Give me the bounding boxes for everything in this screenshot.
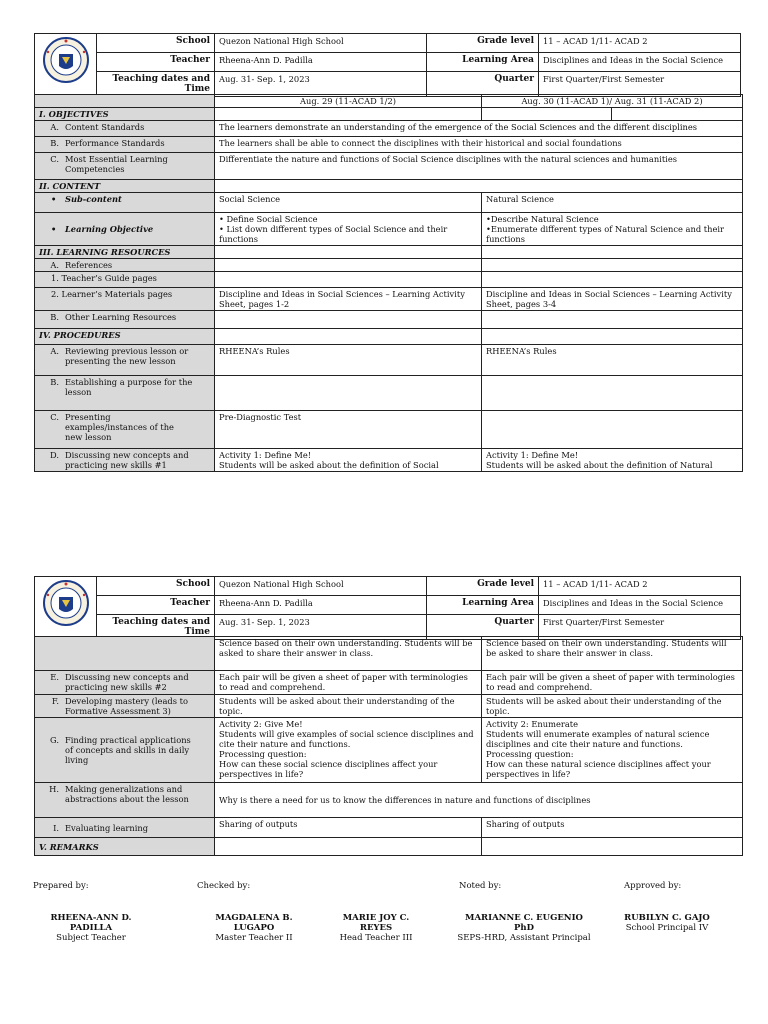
school-label: School	[97, 577, 215, 596]
item-letter: E.	[50, 672, 59, 682]
reviewing-col1: RHEENA’s Rules	[215, 345, 482, 376]
signatory-name: RUBILYN C. GAJO	[624, 913, 710, 923]
evaluating-col2: Sharing of outputs	[482, 818, 743, 838]
reviewing-label: Reviewing previous lesson or presenting the new lesson	[65, 346, 189, 366]
presenting-col1: Pre-Diagnostic Test	[215, 411, 482, 449]
quarter-label: Quarter	[427, 615, 539, 640]
teacher-value: Rheena-Ann D. Padilla	[215, 596, 427, 615]
deped-logo-cell	[35, 577, 97, 640]
sub-content-col1: Social Science	[215, 193, 482, 213]
item-letter: D.	[50, 450, 59, 460]
section-procedures: IV. PROCEDURES	[35, 329, 215, 345]
teacher-value: Rheena-Ann D. Padilla	[215, 53, 427, 72]
school-value: Quezon National High School	[215, 577, 427, 596]
noted-by-label: Noted by:	[459, 881, 502, 891]
deped-logo-cell	[35, 34, 97, 97]
lesson-table-2	[34, 636, 743, 856]
signatory-head-teacher	[326, 913, 426, 943]
signatory-assistant-principal	[456, 913, 592, 943]
melc-label: Most Essential Learning Competencies	[65, 154, 168, 174]
item-letter: A.	[50, 260, 59, 270]
checked-by-label: Checked by:	[197, 881, 251, 891]
signatory-name: MAGDALENA B. LUGAPO	[215, 913, 293, 933]
signatory-name: MARIE JOY C. REYES	[342, 913, 410, 933]
learning-objective-label: • Learning Objective	[35, 213, 215, 246]
discussing-1-label: Discussing new concepts and practicing new skills #1	[65, 450, 189, 470]
col2-heading: Aug. 30 (11-ACAD 1)/ Aug. 31 (11-ACAD 2)	[482, 95, 743, 108]
performance-standards-label: Performance Standards	[65, 138, 165, 148]
discussing-1-col1: Activity 1: Define Me! Students will be asked about the definition of Social	[215, 449, 482, 472]
content-standards-value: The learners demonstrate an understanding of the emergence of the Social Sciences and the different disciplines	[215, 121, 743, 137]
quarter-value: First Quarter/First Semester	[539, 615, 741, 640]
signatory-role: Head Teacher III	[339, 933, 413, 943]
evaluating-col1: Sharing of outputs	[215, 818, 482, 838]
signatory-role: SEPS-HRD, Assistant Principal	[457, 933, 591, 943]
discussing-1-col2: Activity 1: Define Me! Students will be asked about the definition of Natural	[482, 449, 743, 472]
item-letter: A.	[50, 122, 59, 132]
discussing-2-col2: Each pair will be given a sheet of paper with terminologies to read and comprehend.	[482, 671, 743, 695]
item-letter: I.	[53, 822, 59, 833]
school-label: School	[97, 34, 215, 53]
area-value: Disciplines and Ideas in the Social Science	[539, 596, 741, 615]
continued-col1: Science based on their own understanding. Students will be asked to share their answer in class.	[215, 637, 482, 671]
item-letter: B.	[50, 312, 59, 322]
signatory-role: Subject Teacher	[56, 933, 126, 943]
area-value: Disciplines and Ideas in the Social Science	[539, 53, 741, 72]
grade-label: Grade level	[427, 577, 539, 596]
item-letter: B.	[50, 377, 59, 387]
item-letter: C.	[50, 412, 59, 422]
dates-label: Teaching dates and Time	[97, 72, 215, 97]
signatory-role: Master Teacher II	[215, 933, 293, 943]
mastery-col2: Students will be asked about their understanding of the topic.	[482, 695, 743, 718]
section-objectives: I. OBJECTIVES	[35, 108, 215, 121]
item-letter: H.	[49, 784, 59, 794]
quarter-value: First Quarter/First Semester	[539, 72, 741, 97]
header-block-1	[34, 33, 741, 97]
presenting-label: Presenting examples/instances of the new lesson	[65, 412, 174, 442]
signatory-name: RHEENA-ANN D. PADILLA	[50, 913, 132, 933]
item-letter: A.	[50, 346, 59, 356]
applications-col2: Activity 2: Enumerate Students will enumerate examples of natural science disciplines and cite their nature and functions. Processing question: How can these natural science disciplines affect your perspectives in life?	[482, 718, 743, 783]
mastery-label: Developing mastery (leads to Formative Assessment 3)	[65, 696, 188, 716]
col1-heading: Aug. 29 (11-ACAD 1/2)	[215, 95, 482, 108]
discussing-2-col1: Each pair will be given a sheet of paper with terminologies to read and comprehend.	[215, 671, 482, 695]
quarter-label: Quarter	[427, 72, 539, 97]
melc-value: Differentiate the nature and functions of Social Science disciplines with the natural sciences and humanities	[215, 153, 743, 180]
area-label: Learning Area	[427, 596, 539, 615]
teacher-label: Teacher	[97, 53, 215, 72]
generalizations-value: Why is there a need for us to know the differences in nature and functions of disciplines	[215, 783, 743, 818]
sub-content-col2: Natural Science	[482, 193, 743, 213]
continued-col2: Science based on their own understanding. Students will be asked to share their answer in class.	[482, 637, 743, 671]
sub-content-label: • Sub-content	[35, 193, 215, 213]
other-resources-label: Other Learning Resources	[65, 312, 177, 322]
learning-objective-col1: • Define Social Science • List down different types of Social Science and their functions	[215, 213, 482, 246]
section-resources: III. LEARNING RESOURCES	[35, 246, 215, 259]
learners-materials-col1: Discipline and Ideas in Social Sciences – Learning Activity Sheet, pages 1-2	[215, 288, 482, 311]
signatory-role: School Principal IV	[625, 923, 709, 933]
signatory-subject-teacher	[33, 913, 149, 943]
lesson-table-1	[34, 94, 743, 472]
mastery-col1: Students will be asked about their understanding of the topic.	[215, 695, 482, 718]
grade-value: 11 – ACAD 1/11- ACAD 2	[539, 577, 741, 596]
section-remarks: V. REMARKS	[35, 838, 215, 856]
teacher-label: Teacher	[97, 596, 215, 615]
learners-materials-col2: Discipline and Ideas in Social Sciences – Learning Activity Sheet, pages 3-4	[482, 288, 743, 311]
references-label: References	[65, 260, 113, 270]
item-letter: F.	[51, 696, 59, 706]
approved-by-label: Approved by:	[624, 881, 682, 891]
dates-value: Aug. 31- Sep. 1, 2023	[215, 72, 427, 97]
deped-seal-icon	[39, 579, 93, 627]
dates-value: Aug. 31- Sep. 1, 2023	[215, 615, 427, 640]
signatory-name: MARIANNE C. EUGENIO PhD	[465, 913, 583, 933]
applications-label: Finding practical applications of concepts and skills in daily living	[65, 735, 191, 765]
school-value: Quezon National High School	[215, 34, 427, 53]
signatory-master-teacher	[195, 913, 313, 943]
content-standards-label: Content Standards	[65, 122, 145, 132]
section-content: II. CONTENT	[35, 180, 215, 193]
deped-seal-icon	[39, 36, 93, 84]
applications-col1: Activity 2: Give Me! Students will give examples of social science disciplines and cite their nature and functions. Processing question: How can these social science disciplines affect your perspectives in life?	[215, 718, 482, 783]
grade-label: Grade level	[427, 34, 539, 53]
learners-materials-label: 2. Learner’s Materials pages	[35, 288, 215, 311]
purpose-label: Establishing a purpose for the lesson	[65, 377, 193, 397]
grade-value: 11 – ACAD 1/11- ACAD 2	[539, 34, 741, 53]
dates-label: Teaching dates and Time	[97, 615, 215, 640]
prepared-by-label: Prepared by:	[33, 881, 89, 891]
generalizations-label: Making generalizations and abstractions about the lesson	[65, 784, 189, 804]
reviewing-col2: RHEENA’s Rules	[482, 345, 743, 376]
area-label: Learning Area	[427, 53, 539, 72]
item-letter: C.	[50, 154, 59, 164]
discussing-2-label: Discussing new concepts and practicing new skills #2	[65, 672, 189, 692]
signatory-principal	[618, 913, 716, 933]
learning-objective-col2: •Describe Natural Science •Enumerate different types of Natural Science and their functions	[482, 213, 743, 246]
teachers-guide-label: 1. Teacher’s Guide pages	[35, 272, 215, 288]
item-letter: G.	[50, 735, 59, 745]
evaluating-label: Evaluating learning	[65, 822, 149, 833]
header-block-2	[34, 576, 741, 640]
performance-standards-value: The learners shall be able to connect the disciplines with their historical and social foundations	[215, 137, 743, 153]
item-letter: B.	[50, 138, 59, 148]
